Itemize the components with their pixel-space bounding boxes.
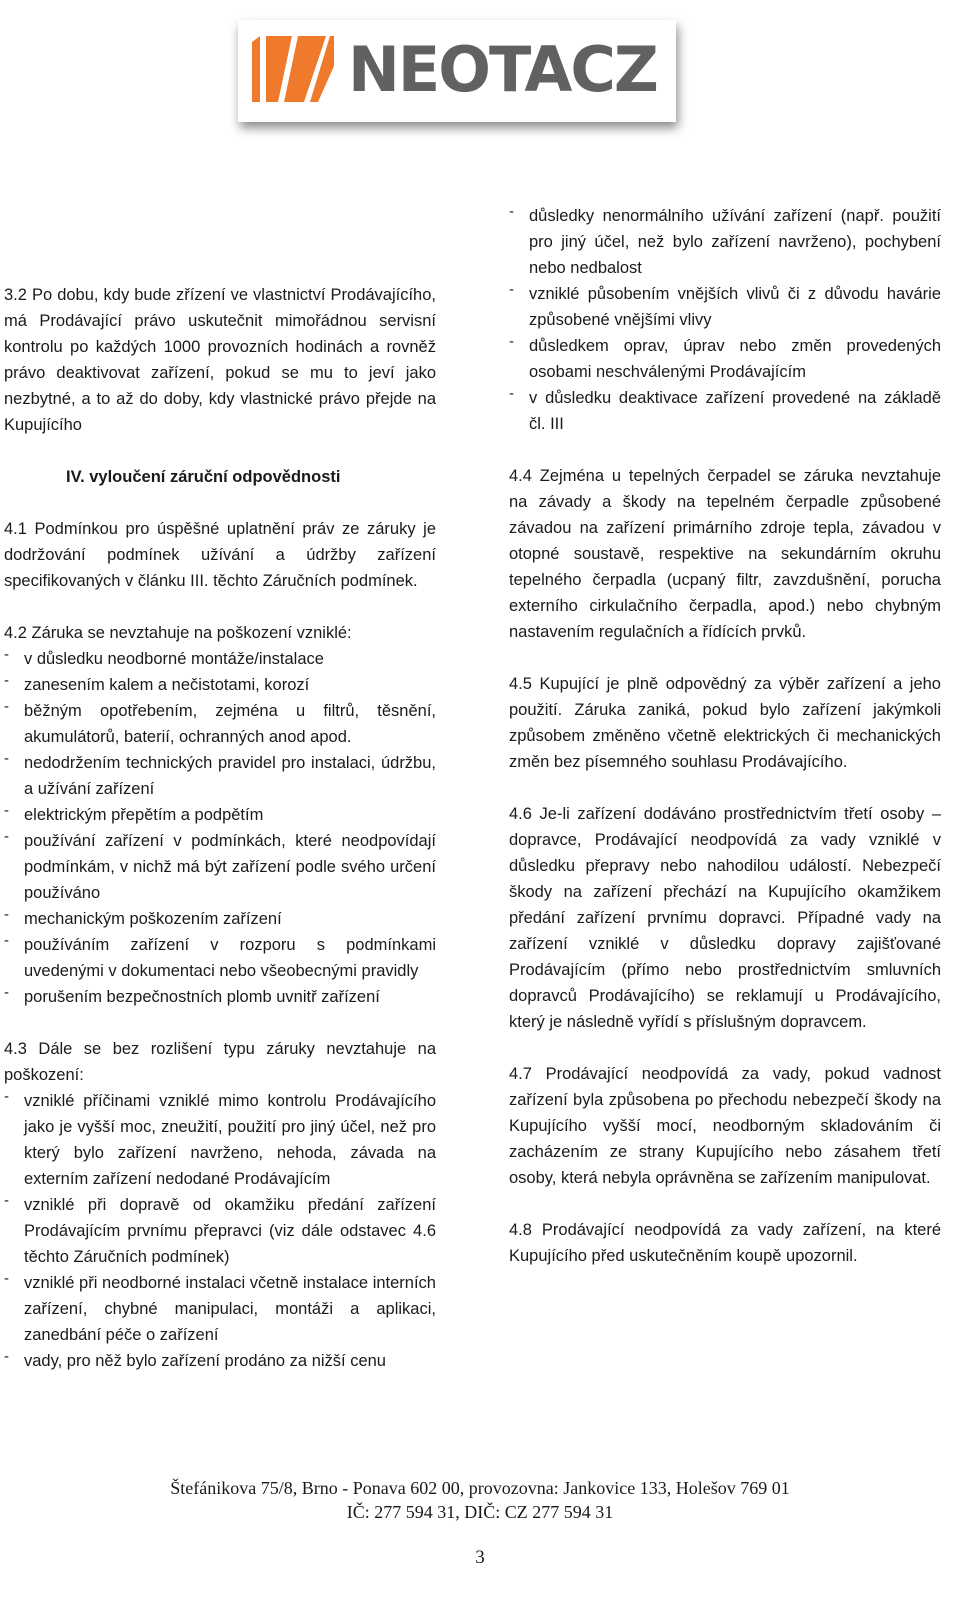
dash-icon: - bbox=[4, 1192, 9, 1209]
list-item: - v důsledku deaktivace zařízení provedené na základě čl. III bbox=[509, 385, 941, 437]
list-item: - důsledkem oprav, úprav nebo změn provedených osobami neschválenými Prodávajícím bbox=[509, 333, 941, 385]
list-item: - vzniklé působením vnějších vlivů či z důvodu havárie způsobené vnějšími vlivy bbox=[509, 281, 941, 333]
list-item: - zanesením kalem a nečistotami, korozí bbox=[4, 672, 436, 698]
dash-icon: - bbox=[4, 984, 9, 1001]
dash-icon: - bbox=[4, 698, 9, 715]
dash-icon: - bbox=[509, 203, 514, 220]
paragraph-4-7: 4.7 Prodávající neodpovídá za vady, pokud vadnost zařízení byla způsobena po přechodu nebezpečí škody na Kupujícího vyšší mocí, neodborným skladováním či zacházením ze strany Kupujícího nebo zásahem třetí osoby, která nebyla oprávněna se zařízením manipulovat. bbox=[509, 1065, 941, 1187]
page-number: 3 bbox=[475, 1547, 485, 1568]
company-logo bbox=[238, 20, 676, 122]
dash-icon: - bbox=[4, 750, 9, 767]
paragraph-4-4: 4.4 Zejména u tepelných čerpadel se záruka nevztahuje na závady a škody na tepelném čerpadle způsobené závadou na zařízení primárního zdroje tepla, závadou v otopné soustavě, respektive na sekundárním okruhu tepelného čerpadla (ucpaný filtr, zavzdušnění, porucha externího cirkulačního čerpadla, apod.) nebo chybným nastavením regulačních a řídících prvků. bbox=[509, 467, 941, 641]
logo-stripes-icon bbox=[252, 36, 334, 102]
dash-icon: - bbox=[4, 1348, 9, 1365]
dash-icon: - bbox=[4, 672, 9, 689]
list-item: - vzniklé příčinami vzniklé mimo kontrolu Prodávajícího jako je vyšší moc, zneužití, použití pro jiný účel, než pro který bylo zařízení navrženo, nehoda, závada na externím zařízení nedodané Prodávajícím bbox=[4, 1088, 436, 1192]
list-item: - mechanickým poškozením zařízení bbox=[4, 906, 436, 932]
exclusion-list-4-3 bbox=[4, 1088, 436, 1374]
footer-ids: IČ: 277 594 31, DIČ: CZ 277 594 31 bbox=[346, 1502, 614, 1522]
list-item: - běžným opotřebením, zejména u filtrů, těsnění, akumulátorů, baterií, ochranných anod apod. bbox=[4, 698, 436, 750]
dash-icon: - bbox=[4, 1270, 9, 1287]
list-item: - důsledky nenormálního užívání zařízení (např. použití pro jiný účel, než bylo zařízení navrženo), pochybení nebo nedbalost bbox=[509, 203, 941, 281]
list-item: - používáním zařízení v rozporu s podmínkami uvedenými v dokumentaci nebo všeobecnými pravidly bbox=[4, 932, 436, 984]
paragraph-3-2: 3.2 Po dobu, kdy bude zřízení ve vlastnictví Prodávajícího, má Prodávající právo uskutečnit mimořádnou servisní kontrolu po každých 1000 provozních hodinách a rovněž právo deaktivovat zařízení, pokud se mu to jeví jako nezbytné, a to až do doby, kdy vlastnické právo přejde na Kupujícího bbox=[4, 286, 436, 434]
paragraph-4-8: 4.8 Prodávající neodpovídá za vady zařízení, na které Kupujícího před uskutečněním koupě upozornil. bbox=[509, 1221, 941, 1265]
right-column bbox=[509, 203, 941, 1269]
dash-icon: - bbox=[509, 281, 514, 298]
dash-icon: - bbox=[4, 1088, 9, 1105]
list-item: - elektrickým přepětím a podpětím bbox=[4, 802, 436, 828]
paragraph-4-3-intro: 4.3 Dále se bez rozlišení typu záruky nevztahuje na poškození: bbox=[4, 1040, 436, 1084]
left-column bbox=[4, 282, 436, 1374]
dash-icon: - bbox=[509, 385, 514, 402]
list-item: - používání zařízení v podmínkách, které neodpovídají podmínkám, v nichž má být zařízení podle svého určení používáno bbox=[4, 828, 436, 906]
exclusion-list-4-3-continued bbox=[509, 203, 941, 437]
dash-icon: - bbox=[4, 932, 9, 949]
list-item: - vzniklé při neodborné instalaci včetně instalace interních zařízení, chybné manipulaci, montáži a aplikaci, zanedbání péče o zařízení bbox=[4, 1270, 436, 1348]
paragraph-4-5: 4.5 Kupující je plně odpovědný za výběr zařízení a jeho použití. Záruka zaniká, pokud bylo zařízení jakýmkoli způsobem změněno včetně elektrických či mechanických změn bez písemného souhlasu Prodávajícího. bbox=[509, 675, 941, 771]
paragraph-4-1: 4.1 Podmínkou pro úspěšné uplatnění práv ze záruky je dodržování podmínek užívání a údržby zařízení specifikovaných v článku III. těchto Záručních podmínek. bbox=[4, 520, 436, 590]
paragraph-4-6: 4.6 Je-li zařízení dodáváno prostřednictvím třetí osoby – dopravce, Prodávající neodpovídá za vady vzniklé v důsledku přepravy nebo nahodilou událostí. Nebezpečí škody na zařízení přechází na Kupujícího okamžikem předání zařízení prvnímu dopravci. Případné vady na zařízení vzniklé v důsledku dopravy zajišťované Prodávajícím (přímo nebo prostřednictvím smluvních dopravců Prodávajícího) se reklamují u Prodávajícího, který je následně vyřídí s příslušným dopravcem. bbox=[509, 805, 941, 1031]
dash-icon: - bbox=[4, 828, 9, 845]
list-item: - porušením bezpečnostních plomb uvnitř zařízení bbox=[4, 984, 436, 1010]
paragraph-4-2-intro: 4.2 Záruka se nevztahuje na poškození vzniklé: bbox=[4, 624, 352, 642]
list-item: - vzniklé při dopravě od okamžiku předání zařízení Prodávajícím prvnímu přepravci (viz dále odstavec 4.6 těchto Záručních podmínek) bbox=[4, 1192, 436, 1270]
dash-icon: - bbox=[4, 646, 9, 663]
dash-icon: - bbox=[4, 906, 9, 923]
dash-icon: - bbox=[509, 333, 514, 350]
logo-wordmark: NEOTACZ bbox=[348, 33, 657, 106]
dash-icon: - bbox=[4, 802, 9, 819]
list-item: - vady, pro něž bylo zařízení prodáno za nižší cenu bbox=[4, 1348, 436, 1374]
section-heading-iv: IV. vyloučení záruční odpovědnosti bbox=[66, 468, 341, 486]
list-item: - nedodržením technických pravidel pro instalaci, údržbu, a užívání zařízení bbox=[4, 750, 436, 802]
exclusion-list-4-2 bbox=[4, 646, 436, 1010]
list-item: - v důsledku neodborné montáže/instalace bbox=[4, 646, 436, 672]
footer-address: Štefánikova 75/8, Brno - Ponava 602 00, provozovna: Jankovice 133, Holešov 769 01 bbox=[170, 1478, 790, 1498]
